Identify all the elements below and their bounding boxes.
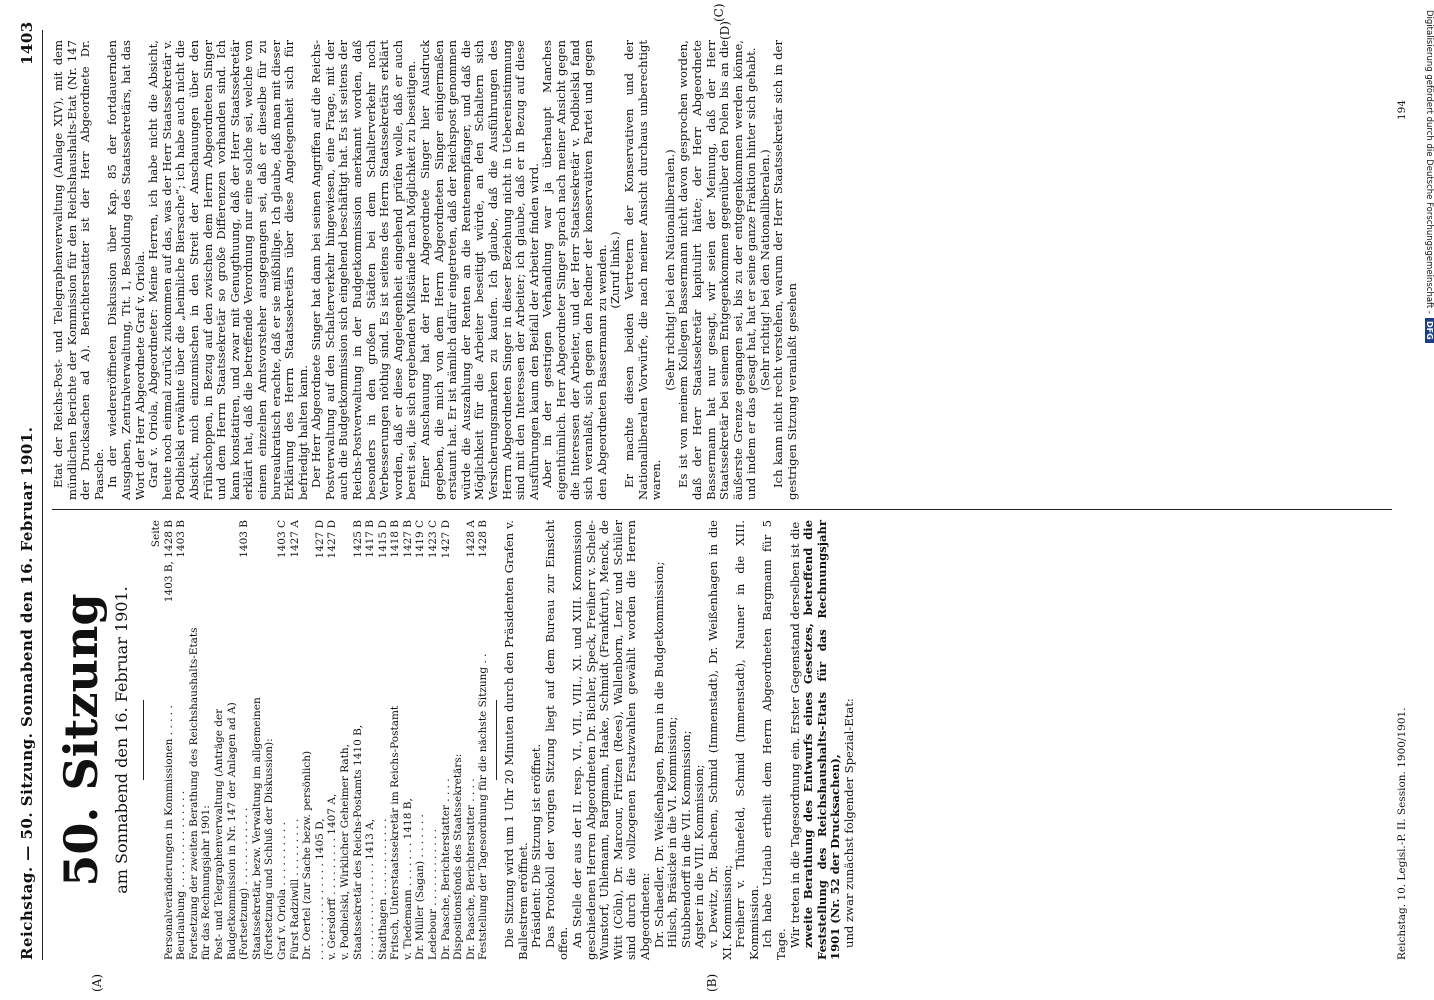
- toc-entry-page: 1427 B: [401, 520, 414, 558]
- toc-entry-text: Dr. Oertel (zur Sache bezw. persönlich): [301, 750, 314, 960]
- paragraph: Ich kann nicht recht verstehen, warum der Herr Staatssekretär sich in der gestrigen Sitzung veranlaßt gesehen: [771, 40, 800, 500]
- toc-entry-page: 1417 B: [364, 520, 377, 558]
- toc-entry: [440, 520, 453, 960]
- paragraph: Es ist von meinem Kollegen Bassermann nicht davon gesprochen worden, daß der Herr Staatssekretär kapitulirt hätte; der Herr Abgeordnete Bassermann hat nur gesagt, wir seien der Meinung, daß der Herr Staatssekretär bei seinem Entgegenkommen gegenüber den Polen bis an die äußerste Grenze gegangen sei, bis zu der entgegenkommen werden könne, und indem er das gesagt hat, hat er seine ganze Fraktion hinter sich gehabt.: [676, 40, 759, 500]
- toc-entry: [452, 520, 465, 960]
- toc-entry: [226, 520, 239, 960]
- toc-entry-text: Ledebour . . . . . . . . . . . .: [427, 828, 440, 960]
- toc-entry-text: (Fortsetzung und Schluß der Diskussion):: [263, 738, 276, 960]
- paragraph: Aber in der gestrigen Verhandlung war ja überhaupt Manches eigenthümlich. Herr Abgeordneter Singer sprach nach meiner Ansicht gegen die Interessen der Arbeiter, und der Herr Staatssekretär v. Podbielski fand sich veranlaßt, sich gegen den Redner der konservativen Partei und gegen den Abgeordneten Bassermann zu wenden.: [540, 40, 609, 500]
- toc-entry: [352, 520, 365, 960]
- toc-entry-text: Stadthagen . . . . . . . . . . . .: [376, 818, 389, 960]
- toc-entry: [377, 520, 390, 960]
- toc-entry: [163, 520, 176, 960]
- toc-entry-page: 1403 B, 1428 B: [162, 520, 175, 603]
- toc-entry-text: . . . . . . . . . . . . . . . 1413 A,: [364, 818, 377, 960]
- toc-entry: [364, 520, 377, 960]
- toc-entry-page: [188, 520, 201, 524]
- toc-entry-text: (Fortsetzung) . . . . . . . . . . . .: [238, 807, 251, 960]
- paragraph: v. Dewitz, Dr. Bachem, Schmid (Immenstadt), Dr. Weißenhagen in die XI. Kommission;: [705, 520, 734, 960]
- toc-entry-page: 1415 D: [376, 520, 389, 559]
- right-column: [52, 40, 800, 500]
- toc-entry-text: Staatssekretär des Reichs-Postamts 1410 B,: [351, 724, 364, 960]
- paragraph: Der Herr Abgeordnete Singer hat dann bei seinen Angriffen auf die Reichs-Postverwaltung auf den Schalterverkehr hingewiesen, eine Frage, mit der auch die Budgetkommission sich eingehend beschäftigt hat. Es ist seitens der Reichs-Postverwaltung in der Budgetkommission anerkannt worden, daß besonders in den großen Städten bei dem Schalterverkehr noch Verbesserungen nöthig sind. Es ist seitens des Herrn Staatssekretärs erklärt worden, daß er diese Angelegenheit eingehend prüfen wolle, daß er auch bereit sei, die sich ergebenden Mißstände nach Möglichkeit zu beseitigen.: [309, 40, 419, 500]
- margin-marker-c: (C): [712, 3, 726, 22]
- toc-entry: [414, 520, 427, 960]
- toc-entry-page: 1428 B: [477, 520, 490, 558]
- paragraph: Freiherr v. Thünefeld, Schmid (Immenstadt), Nauner in die XIII. Kommission.: [733, 520, 761, 960]
- toc-entry-page: 1419 C: [414, 520, 427, 559]
- column-1-text: [503, 520, 856, 960]
- margin-marker-a: (A): [90, 973, 104, 992]
- toc-entry-text: Dr. Paasche, Berichterstatter . . . .: [439, 778, 452, 960]
- paragraph: Das Protokoll der vorigen Sitzung liegt auf dem Bureau zur Einsicht offen.: [542, 520, 571, 960]
- paragraph: Präsident: Die Sitzung ist eröffnet.: [529, 743, 544, 948]
- toc-entry-text: Beurlaubung . . . . . . . . . . . . . . .: [175, 790, 188, 960]
- toc-entry: [238, 520, 251, 960]
- toc-entry-text: Fritsch, Unterstaatssekretär im Reichs-Postamt: [389, 705, 402, 960]
- header-rule: [42, 30, 43, 960]
- running-header: Reichstag. — 50. Sitzung. Sonnabend den 16. Februar 1901.: [18, 426, 36, 960]
- toc-entry-page: 1427 D: [313, 520, 326, 559]
- paragraph: Dr. Schaedler, Dr. Weißenhagen, Braun in die Budgetkommission;: [651, 561, 666, 948]
- toc-entry: [289, 520, 302, 960]
- toc-entry: [427, 520, 440, 960]
- toc-entry-text: v. Gersdorff . . . . . . . . . 1407 A,: [326, 793, 339, 960]
- toc-entry: [200, 520, 213, 960]
- toc-entry-text: Post- und Telegraphenverwaltung (Anträge der: [212, 708, 225, 960]
- toc-entry: [263, 520, 276, 960]
- toc-entry-page: [263, 520, 276, 524]
- toc-entry-text: Feststellung der Tagesordnung für die nächste Sitzung . .: [477, 653, 490, 960]
- toc-entry-page: [213, 520, 226, 524]
- paragraph: Er machte diesen beiden Vertretern der Konservativen und der Nationalliberalen Vorwürfe, die nach meiner Ansicht durchaus unberechtigt waren.: [621, 40, 664, 500]
- paragraph: Graf v. Oriola, Abgeordneter: Meine Herren, ich habe nicht die Absicht, heute noch einmal zurück zukommen auf das, was der Herr Staatssekretär v. Podbielski erwähnte über die „heimliche Biersache“; ich habe auch nicht die Absicht, mich einzumischen in den Streit der Anschauungen über den Frühschoppen, in Bezug auf den zwischen dem Herrn Abgeordneten Singer und dem Herrn Staatssekretär so große Differenzen vorhanden sind. Ich kann konstatiren, und zwar mit Genugthuung, daß der Herr Staatssekretär erklärt hat, daß die betreffende Verordnung nur eine solche sei, welche von einem einzelnen Amtsvorsteher ausgegangen sei, daß er dieselbe für zu bureaukratisch erachte, daß er sie mißbillige. Ich glaube, daß man mit dieser Erklärung des Herrn Staatssekretärs über diese Angelegenheit sich für befriedigt halten kann.: [146, 40, 310, 500]
- toc-entry-text: v. Tiedemann . . . . . . . 1418 B,: [401, 798, 414, 960]
- toc-entry-text: Budgetkommission in Nr. 147 der Anlagen ad A): [225, 702, 238, 960]
- toc-entry-page: 1403 C: [275, 520, 288, 559]
- toc-entry-page: 1403 B: [238, 520, 251, 558]
- footer-sheet-number: 194: [1396, 99, 1408, 120]
- paragraph: zweite Berathung des Entwurfs eines Gesetzes, betreffend die Feststellung des Reichshaushalts-Etats für das Rechnungsjahr 1901 (Nr. 52 der Drucksachen),: [801, 520, 843, 960]
- toc-rule: [496, 700, 497, 780]
- toc-entry-text: Dr. Müller (Sagan) . . . . . . .: [414, 814, 427, 960]
- column-divider: [52, 509, 1392, 510]
- toc-entry: [465, 520, 478, 960]
- margin-marker-b: (B): [705, 973, 719, 992]
- toc-entry-page: [200, 520, 213, 524]
- toc-entry-page: [251, 520, 264, 524]
- footer-session: Reichstag. 10. Legisl.-P. II. Session. 1900/1901.: [1396, 707, 1408, 960]
- toc-entry-text: Graf v. Oriola . . . . . . . . . .: [275, 822, 288, 960]
- paragraph: (Zuruf links.): [608, 231, 623, 309]
- paragraph: Agster in die VIII. Kommission;: [692, 764, 707, 948]
- toc-entry: [301, 520, 314, 960]
- paragraph: Etat der Reichs-Post- und Telegraphenverwaltung (Anlage XIV), mit dem mündlichen Berichte der Kommission für den Reichshaushalts-Etat (Nr. 147 der Drucksachen ad A). Berichterstatter ist der Herr Abgeordnete Dr. Paasche.: [51, 40, 106, 500]
- toc-entry: [339, 520, 352, 960]
- left-column: [52, 520, 856, 960]
- toc-entry-page: 1403 B: [175, 520, 188, 558]
- toc-entry-text: v. Podbielski, Wirklicher Geheimer Rath,: [338, 744, 351, 960]
- toc-entry-page: [452, 520, 465, 524]
- title-rule: [143, 700, 144, 780]
- toc-entry-text: Fortsetzung der zweiten Berathung des Reichshaushalts-Etats: [187, 627, 200, 960]
- toc-entry-page: [339, 520, 352, 524]
- sitting-subtitle: am Sonnabend den 16. Februar 1901.: [112, 586, 131, 894]
- page-number: 1403: [18, 21, 36, 65]
- toc-entry-text: Fürst Radziwill . . . . . . . . .: [288, 818, 301, 960]
- paragraph: Ich habe Urlaub ertheilt dem Herrn Abgeordneten Bargmann für 5 Tage.: [760, 520, 788, 960]
- toc-entry-text: Staatssekretär, bezw. Verwaltung im allgemeinen: [250, 697, 263, 960]
- toc-entry-page: 1427 A: [288, 520, 301, 558]
- toc-entry: [251, 520, 264, 960]
- toc-entry: [326, 520, 339, 960]
- toc-entry-page: 1427 D: [326, 520, 339, 559]
- paragraph: (Sehr richtig! bei den Nationalliberalen.): [757, 149, 772, 391]
- toc-entry-page: [301, 520, 314, 524]
- toc-entry-page: 1418 B: [389, 520, 402, 558]
- margin-marker-d: (D): [718, 21, 732, 40]
- toc-entry-text: Personalveränderungen in Kommissionen . . . . .: [162, 705, 175, 960]
- paragraph: Wir treten in die Tagesordnung ein. Erster Gegenstand derselben ist die: [787, 521, 802, 948]
- toc-entry-page: 1423 C: [427, 520, 440, 559]
- toc-entry-text: . . . . . . . . . . . . . . . 1405 D,: [313, 818, 326, 960]
- paragraph: Stubbendorff in die VII. Kommission;: [678, 730, 693, 948]
- toc-entry-page: 1428 A: [464, 520, 477, 558]
- digitization-note: [1424, 10, 1434, 343]
- paragraph: Einer Anschauung hat der Herr Abgeordnete Singer hier Ausdruck gegeben, die mich von dem Herrn Abgeordneten Singer einigermaßen erstaunt hat. Er ist nämlich dafür eingetreten, daß der Reichspost genommen würde die Auszahlung der Renten an die Rentenempfänger, und daß die Möglichkeit für die Arbeiter beseitigt würde, an den Schaltern sich Versicherungsmarken zu kaufen. Ich glaube, daß die Ausführungen des Herrn Abgeordneten Singer in dieser Beziehung nicht in Uebereinstimmung sind mit den Interessen der Arbeiter; ich glaube, daß er in Bezug auf diese Ausführungen kaum den Beifall der Arbeiter finden wird.: [418, 40, 541, 500]
- toc-entry-page: 1427 D: [439, 520, 452, 559]
- toc-entry-text: Dispositionsfonds des Staatssekretärs:: [452, 753, 465, 960]
- digitization-text: Digitalisierung gefördert durch die Deutsche Forschungsgemeinschaft -: [1424, 10, 1434, 314]
- toc-entry: [276, 520, 289, 960]
- toc-entry: [175, 520, 188, 960]
- sitting-title: 50. Sitzung: [54, 593, 108, 887]
- paragraph: Hilsch, Bräsicke in die VI. Kommission;: [665, 716, 680, 948]
- paragraph: und zwar zunächst folgender Spezial-Etat:: [841, 698, 856, 948]
- toc-entry: [188, 520, 201, 960]
- toc-entry: [314, 520, 327, 960]
- toc-entry: [213, 520, 226, 960]
- column-2-text: [52, 40, 800, 500]
- dfg-logo: DFG: [1425, 318, 1434, 343]
- paragraph: (Sehr richtig! bei den Nationalliberalen.): [662, 149, 677, 391]
- toc-entry: [477, 520, 490, 960]
- table-of-contents: [163, 520, 490, 960]
- toc-entry-text: für das Rechnungsjahr 1901:: [200, 805, 213, 960]
- toc-entry-text: Dr. Paasche, Berichterstatter . . . .: [464, 778, 477, 960]
- toc-entry: [402, 520, 415, 960]
- toc-entry-page: [226, 520, 239, 524]
- paragraph: Die Sitzung wird um 1 Uhr 20 Minuten durch den Präsidenten Grafen v. Ballestrem eröffnet.: [502, 520, 530, 960]
- toc-entry-page: 1425 B: [351, 520, 364, 558]
- paragraph: In der wiedereröffneten Diskussion über Kap. 85 der fortdauernden Ausgaben, Zentralverwaltung, Tit. 1, Besoldung des Staatssekretärs, hat das Wort der Herr Abgeordnete Graf v. Oriola.: [105, 40, 147, 500]
- paragraph: An Stelle der aus der II. resp. VI., VII., VIII., XI. und XIII. Kommission geschiedenen Herren Abgeordneten Dr. Bichler, Speck, Freiherr v. Schele-Wunstorf, Uhlemann, Bargmann, Haake, Schmidt (Frankfurt), Menck, de Witt (Cöln), Dr. Marcour, Fritzen (Rees), Wallenborn, Lenz und Schüler sind durch die vollzogenen Ersatzwahlen gewählt worden die Herren Abgeordneten:: [570, 520, 652, 960]
- toc-entry: [389, 520, 402, 960]
- seite-label: Seite: [150, 520, 162, 548]
